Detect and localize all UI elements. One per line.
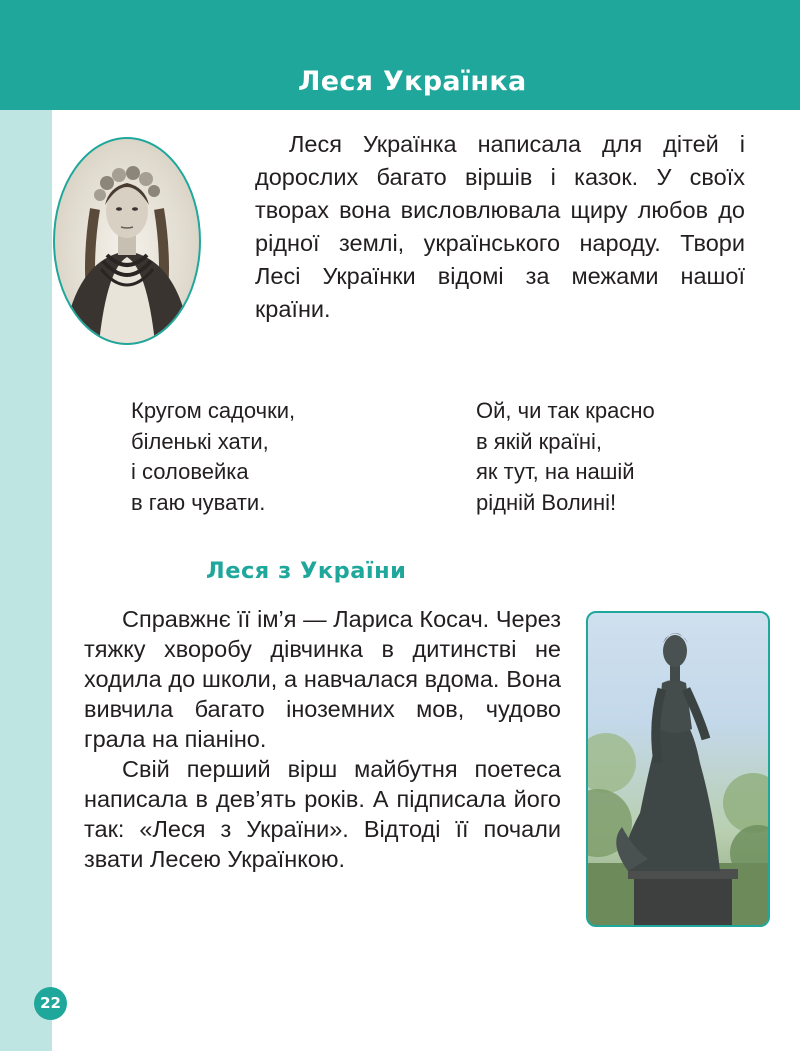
poem-line: Кругом садочки, (131, 398, 296, 423)
poem-line: Ой, чи так красно (476, 398, 655, 423)
portrait-photo (53, 137, 201, 345)
intro-text (255, 128, 745, 326)
page-number: 22 (34, 987, 67, 1020)
poem-stanza-left (131, 396, 295, 518)
poem-line: біленькі хати, (131, 428, 269, 454)
poem-line: і соловейка (131, 459, 249, 484)
poem-line: в якій країні, (476, 428, 602, 454)
poem-line: в гаю чувати. (131, 489, 266, 515)
body-paragraph: Свій перший вірш майбутня поетеса написала в дев’ять років. А підписала його так: «Леся з України». Відтоді її почали звати Лесею Українкою. (84, 756, 561, 872)
body-paragraph: Справжнє її ім’я — Лариса Косач. Через тяжку хворобу дівчинка в дитинстві не ходила до школи, а навчалася вдома. Вона вивчила багато іноземних мов, чудово грала на піаніно. (84, 606, 561, 752)
portrait-illustration (55, 139, 199, 343)
poem-stanza-right (476, 396, 655, 518)
side-strip (0, 110, 52, 1051)
section-title: Леся з України (206, 558, 407, 584)
intro-paragraph: Леся Українка написала для дітей і дорослих багато віршів і казок. У своїх творах вона висловлювала щиру любов до рідної землі, українського народу. Твори Лесі Українки відомі за межами нашої країни. (255, 131, 745, 322)
poem-line: рідній Волині! (476, 489, 617, 515)
statue-illustration (588, 613, 768, 925)
section-body (84, 604, 561, 874)
page-title: Леся Українка (298, 66, 527, 97)
statue-photo (586, 611, 770, 927)
poem-line: як тут, на нашій (476, 459, 635, 484)
